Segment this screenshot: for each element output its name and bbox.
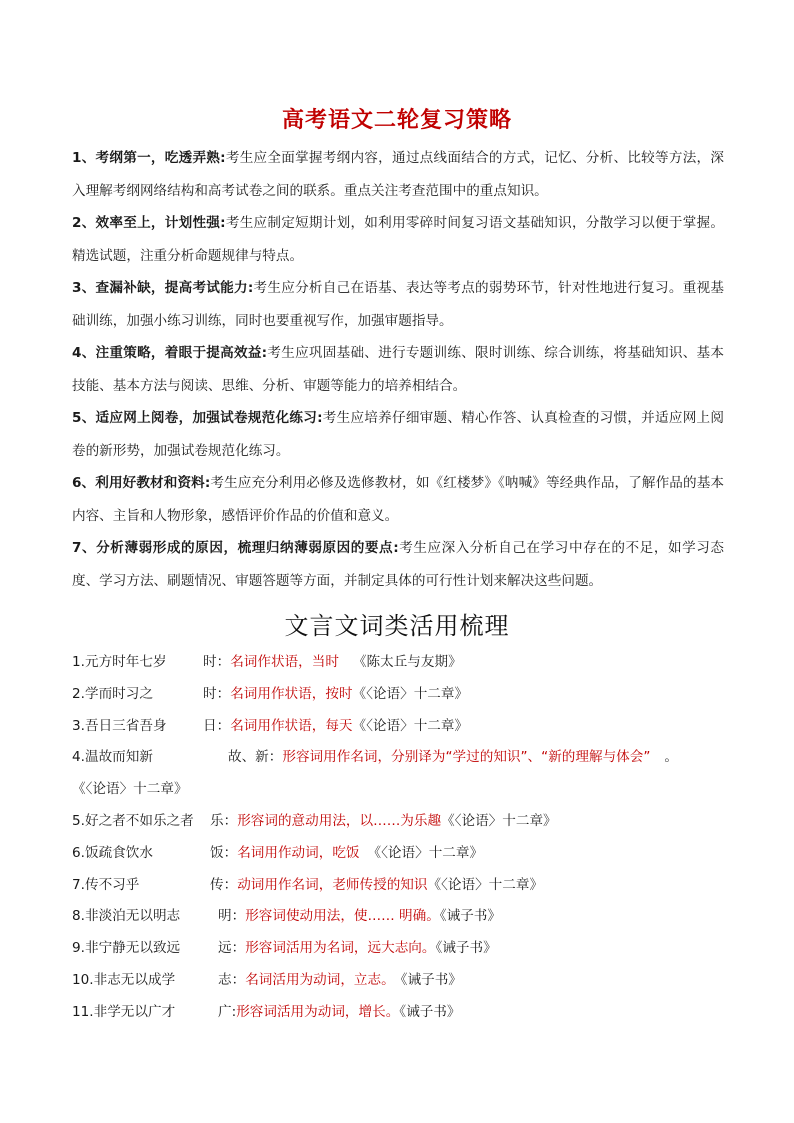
strategy-list [72,142,724,597]
word-usage-item-continued [72,774,732,806]
example-phrase: 10.非志无以成学 [72,971,176,988]
usage-explanation: 形容词活用为名词，远大志向。 [245,940,436,957]
usage-explanation: 名词用作状语，每天 [230,717,353,734]
strategy-item-text: 考生应充分利用必修及选修教材，如《红楼梦》《呐喊》等经典作品，了解作品的基本内容、主旨和人物形象，感悟评价作品的价值和意义。 [72,475,724,524]
strategy-item [72,532,724,597]
strategy-item-lead: 4、注重策略，着眼于提高效益: [72,345,268,361]
word-usage-item [72,711,732,743]
target-char: 时： [203,654,231,670]
example-phrase: 6.饭疏食饮水 [72,844,153,861]
strategy-item [72,207,724,272]
target-char: 时： [203,685,231,702]
strategy-item [72,142,724,207]
word-usage-title: 文言文词类活用梳理 [284,612,510,640]
target-char: 乐： [210,812,238,829]
word-usage-item [72,997,732,1029]
source-text: 《诫子书》 [400,971,462,988]
usage-explanation: 形容词活用为动词，增长。 [236,1003,400,1020]
word-usage-item [72,806,732,838]
target-char: 传： [210,876,238,893]
strategy-item-lead: 7、分析薄弱形成的原因，梳理归纳薄弱原因的要点: [72,540,399,556]
target-char: 故、新： [228,749,283,766]
word-usage-item [72,901,732,933]
strategy-item-text: 考生应培养仔细审题、精心作答、认真检查的习惯，并适应网上阅卷的新形势，加强试卷规范化练习。 [72,410,724,459]
strategy-item-text: 考生应全面掌握考纲内容，通过点线面结合的方式，记忆、分析、比较等方法，深入理解考纲网络结构和高考试卷之间的联系。重点关注考查范围中的重点知识。 [72,150,724,199]
example-phrase: 8.非淡泊无以明志 [72,908,181,925]
strategy-item [72,467,724,532]
usage-explanation: 形容词的意动用法，以……为乐趣 [237,812,442,829]
usage-explanation: 名词用作动词，吃饭 [237,844,360,861]
source-text: 《诫子书》 [435,940,497,957]
strategy-item-text: 考生应分析自己在语基、表达等考点的弱势环节，针对性地进行复习。重视基础训练，加强小练习训练，同时也要重视写作，加强审题指导。 [72,280,724,329]
word-usage-item [72,679,732,711]
strategy-item-lead: 3、查漏补缺，提高考试能力: [72,280,254,296]
example-phrase: 3.吾日三省吾身 [72,717,167,734]
target-char: 广: [218,1003,237,1020]
word-usage-item [72,647,732,679]
example-phrase: 7.传不习乎 [72,876,140,893]
source-text: 《陈太丘与友期》 [352,654,462,670]
source-text: 《诫子书》 [399,1003,461,1020]
strategy-item-text: 考生应制定短期计划，如利用零碎时间复习语文基础知识，分散学习以便于掌握。精选试题，注重分析命题规律与特点。 [72,215,724,264]
target-char: 明： [218,908,246,925]
source-text: 《〈论语〉十二章》 [352,685,469,702]
word-usage-item [72,965,732,997]
example-phrase: 4.温故而知新 [72,749,153,766]
usage-explanation: 名词用作状语，按时 [230,685,353,702]
strategy-item-text: 考生应深入分析自己在学习中存在的不足，如学习态度、学习方法、刷题情况、审题答题等方面，并制定具体的可行性计划来解决这些问题。 [72,540,724,589]
source-text: 《〈论语〉十二章》 [72,781,188,798]
word-usage-item [72,742,732,774]
usage-explanation: 名词作状语，当时 [230,654,339,670]
word-usage-list [72,647,732,1029]
example-phrase: 11.非学无以广才 [72,1003,176,1020]
usage-explanation: 动词用作名词，老师传授的知识 [237,876,428,893]
source-text: 《〈论语〉十二章》 [441,812,557,829]
strategy-item [72,272,724,337]
strategy-item [72,337,724,402]
example-phrase: 9.非宁静无以致远 [72,940,181,957]
usage-explanation: 形容词使动用法，使…… 明确。 [245,908,440,925]
source-text: 。 [664,749,678,766]
word-usage-item [72,870,732,902]
target-char: 日： [203,717,231,734]
strategy-title: 高考语文二轮复习策略 [281,108,512,133]
strategy-item-lead: 5、适应网上阅卷，加强试卷规范化练习: [72,410,323,426]
source-text: 《诫子书》 [439,908,501,925]
source-text: 《〈论语〉十二章》 [367,844,484,861]
target-char: 志： [218,971,246,988]
example-phrase: 2.学而时习之 [72,685,153,702]
strategy-item-text: 考生应巩固基础、进行专题训练、限时训练、综合训练，将基础知识、基本技能、基本方法与阅读、思维、分析、审题等能力的培养相结合。 [72,345,724,394]
usage-explanation: 形容词用作名词，分别译为“学过的知识”、“新的理解与体会” [282,749,651,766]
strategy-item [72,402,724,467]
source-text: 《〈论语〉十二章》 [352,717,469,734]
word-usage-item [72,933,732,965]
source-text: 《〈论语〉十二章》 [427,876,544,893]
example-phrase: 5.好之者不如乐之者 [72,812,194,829]
strategy-item-lead: 6、利用好教材和资料: [72,475,211,491]
target-char: 远： [218,940,246,957]
strategy-item-lead: 2、效率至上，计划性强: [72,215,226,231]
example-phrase: 1.元方时年七岁 [72,654,167,670]
strategy-item-lead: 1、考纲第一，吃透弄熟: [72,150,226,166]
word-usage-item [72,838,732,870]
usage-explanation: 名词活用为动词，立志。 [245,971,395,988]
target-char: 饭： [210,844,238,861]
